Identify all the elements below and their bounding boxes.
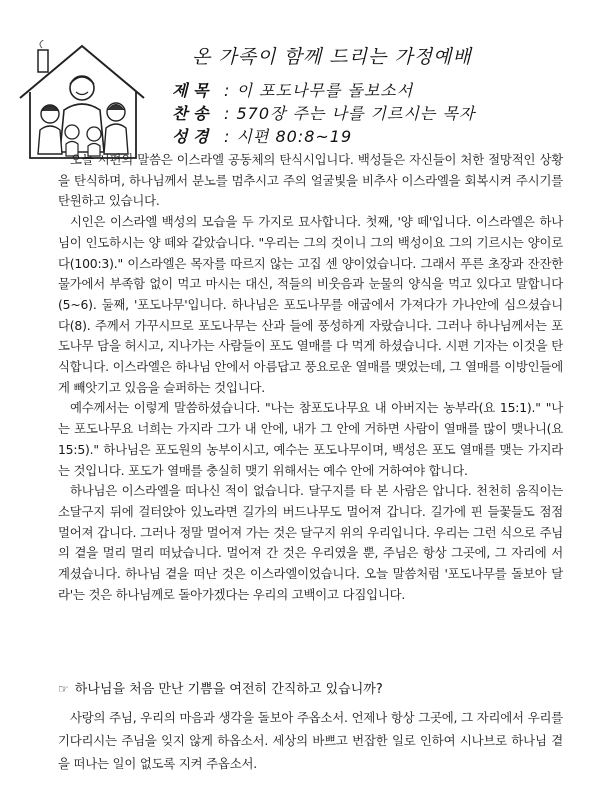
- subject-label: 제 목: [172, 81, 209, 100]
- family-house-illustration-icon: [12, 40, 152, 165]
- hymn-label: 찬 송: [172, 104, 209, 123]
- reflection-question: [58, 678, 383, 697]
- sermon-paragraph-2: 시인은 이스라엘 백성의 모습을 두 가지로 묘사합니다. 첫째, '양 떼'입니다. 이스라엘은 하나님이 인도하시는 양 떼와 같았습니다. "우리는 그의 것이니 그의 백성이요 그의 기르시는 양이로다(100:3)." 이스라엘은 목자를 따르지 않는 고집 센 양이었습니다. 그래서 푸른 초장과 잔잔한 물가에서 부족함 없이 먹고 마시는 대신, 적들의 비웃음과 눈물의 양식을 먹고 있다고 말합니다(5~6). 둘째, '포도나무'입니다. 하나님은 포도나무를 애굽에서 가져다가 가나안에 심으셨습니다(8). 주께서 가꾸시므로 포도나무는 산과 들에 풍성하게 자랐습니다. 그러나 하나님께서는 포도나무 담을 허시고, 지나가는 사람들이 포도 열매를 다 먹게 하셨습니다. 시편 기자는 이것을 탄식합니다. 이스라엘은 하나님 안에서 아름답고 풍요로운 열매를 맺었는데, 그 열매를 이방인들에게 빼앗기고 있음을 슬퍼하는 것입니다.: [58, 214, 563, 395]
- pointing-hand-icon: ☞: [58, 682, 69, 696]
- subject-value: : 이 포도나무를 돌보소서: [224, 81, 414, 100]
- sermon-paragraph-4: 하나님은 이스라엘을 떠나신 적이 없습니다. 달구지를 타 본 사람은 압니다. 천천히 움직이는 소달구지 뒤에 걸터앉아 있노라면 길가의 버드나무도 멀어져 갑니다. 길가에 핀 들꽃들도 점점 멀어져 갑니다. 그러나 정말 멀어져 가는 것은 달구지 위의 우리입니다. 우리는 그런 식으로 주님의 곁을 멀리 멀리 떠났습니다. 멀어져 간 것은 우리였을 뿐, 주님은 항상 그곳에, 그 자리에 서 계셨습니다. 하나님 곁을 떠난 것은 이스라엘이었습니다. 오늘 말씀처럼 '포도나무를 돌보아 달라'는 것은 하나님께로 돌아가겠다는 우리의 고백이고 다짐입니다.: [58, 483, 563, 602]
- sermon-paragraph-3: 예수께서는 이렇게 말씀하셨습니다. "나는 참포도나무요 내 아버지는 농부라(요 15:1)." "나는 포도나무요 너희는 가지라 그가 내 안에, 내가 그 안에 거하면 사람이 열매를 많이 맺나니(요 15:5)." 하나님은 포도원의 농부이시고, 예수는 포도나무이며, 백성은 포도 열매를 맺는 가지라는 것입니다. 포도가 열매를 충실히 맺기 위해서는 예수 안에 거하여야 합니다.: [58, 400, 563, 478]
- hymn-value: : 570장 주는 나를 기르시는 목자: [224, 104, 476, 123]
- hymn-line: [172, 101, 475, 124]
- subject-line: [172, 78, 413, 101]
- scripture-value: : 시편 80:8~19: [224, 127, 353, 146]
- scripture-label: 성 경: [172, 127, 209, 146]
- closing-prayer: 사랑의 주님, 우리의 마음과 생각을 돌보아 주옵소서. 언제나 항상 그곳에, 그 자리에서 우리를 기다리시는 주님을 잊지 않게 하옵소서. 세상의 바쁘고 번잡한 일로 인하여 시나브로 하나님 곁을 떠나는 일이 없도록 지켜 주옵소서.: [58, 710, 563, 771]
- scripture-line: [172, 124, 352, 147]
- sermon-body: [58, 150, 563, 605]
- page-title: 온 가족이 함께 드리는 가정예배: [192, 46, 472, 68]
- question-text: 하나님을 처음 만난 기쁨을 여전히 간직하고 있습니까?: [74, 682, 383, 697]
- sermon-paragraph-1: 오늘 시편의 말씀은 이스라엘 공동체의 탄식시입니다. 백성들은 자신들이 처한 절망적인 상황을 탄식하며, 하나님께서 분노를 멈추시고 주의 얼굴빛을 비추사 이스라엘을 회복시켜 주시기를 탄원하고 있습니다.: [58, 152, 563, 209]
